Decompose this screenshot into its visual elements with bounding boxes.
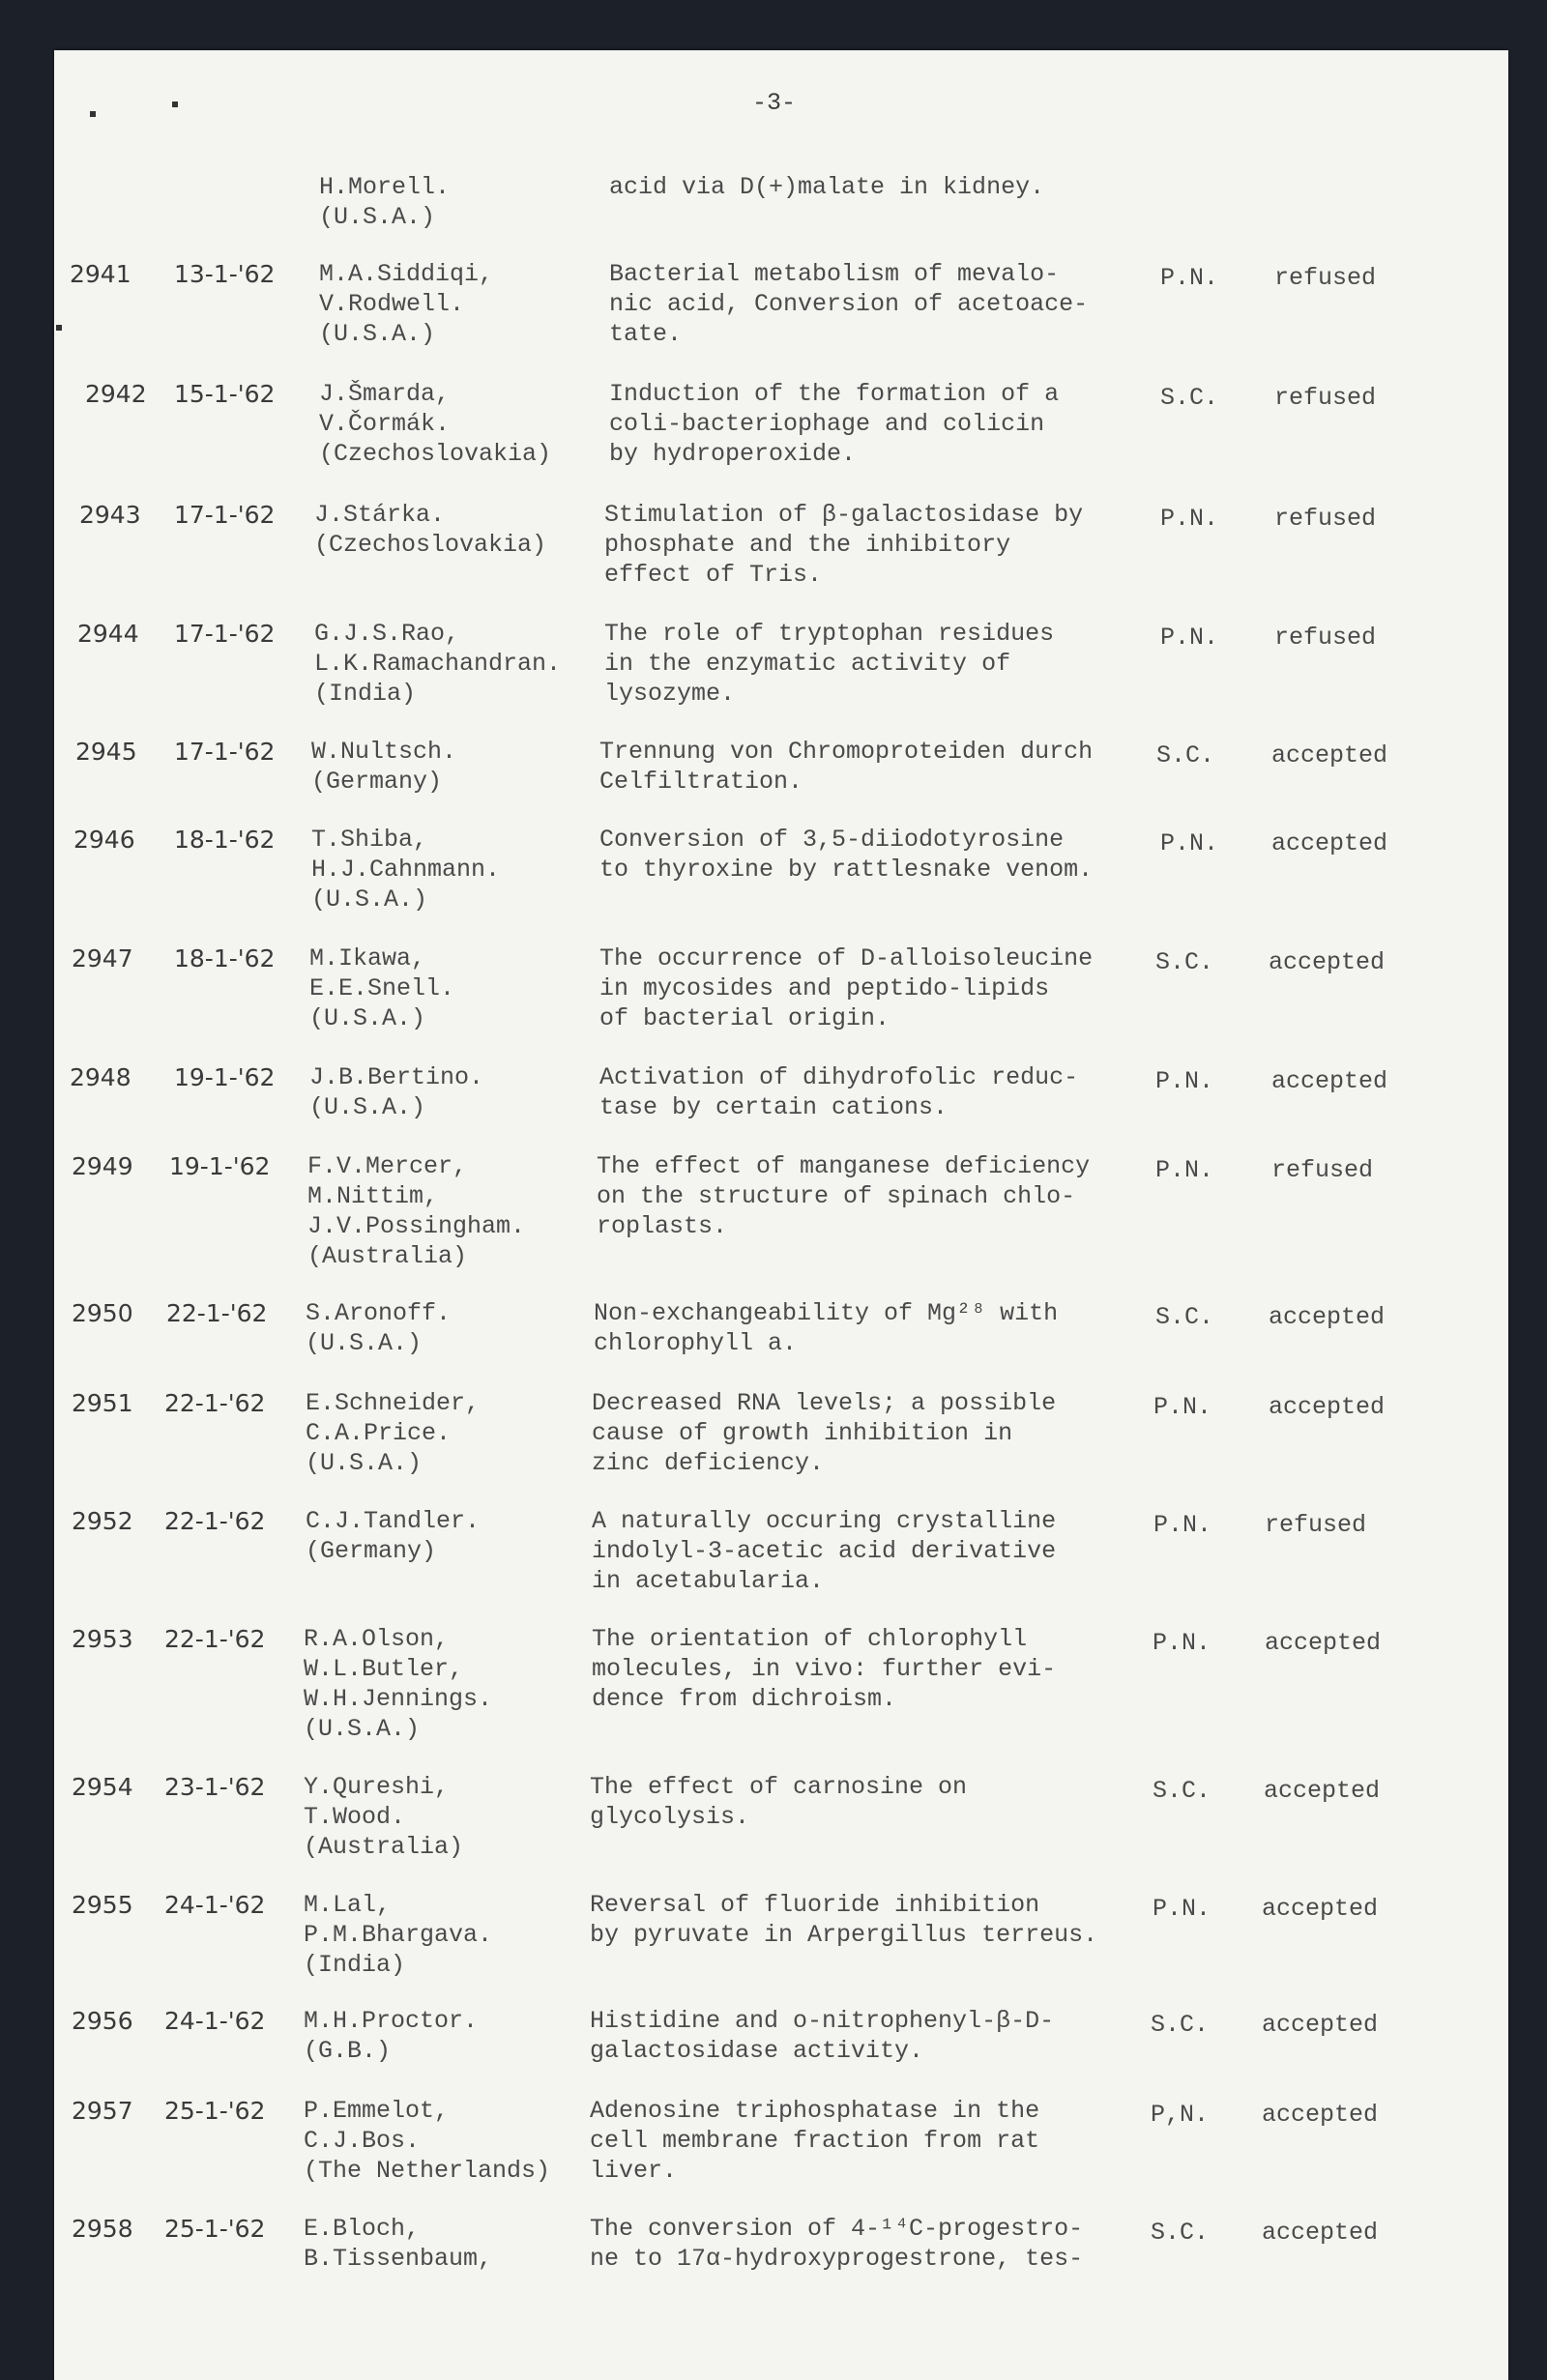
type: S.C. — [1153, 1777, 1211, 1805]
entry-number: 2949 — [72, 1152, 133, 1180]
page-number: -3- — [752, 89, 797, 117]
title: Histidine and o-nitrophenyl-β-D- galactosidase activity. — [590, 2007, 1055, 2065]
entry-number: 2942 — [85, 380, 147, 408]
status: accepted — [1262, 2219, 1379, 2247]
author: E.Bloch, B.Tissenbaum, — [304, 2215, 493, 2273]
author: R.A.Olson, W.L.Butler, W.H.Jennings. (U.S.A.) — [304, 1625, 493, 1743]
entry-number: 2951 — [72, 1389, 133, 1417]
entry-date: 18-1-'62 — [174, 826, 276, 854]
author: M.Lal, P.M.Bhargava. (India) — [304, 1891, 493, 1979]
title: The orientation of chlorophyll molecules, in vivo: further evi- dence from dichroism. — [592, 1625, 1057, 1713]
margin-mark — [90, 111, 96, 117]
margin-mark — [56, 325, 62, 331]
entry-date: 24-1-'62 — [164, 2007, 266, 2035]
entry-number: 2957 — [72, 2097, 133, 2125]
entry-date: 17-1-'62 — [174, 738, 276, 766]
title: Reversal of fluoride inhibition by pyruvate in Arpergillus terreus. — [590, 1891, 1098, 1949]
author: H.Morell. (U.S.A.) — [319, 173, 451, 231]
author: E.Schneider, C.A.Price. (U.S.A.) — [306, 1389, 481, 1477]
author: J.Stárka. (Czechoslovakia) — [314, 501, 547, 559]
type: S.C. — [1156, 741, 1215, 769]
author: G.J.S.Rao, L.K.Ramachandran. (India) — [314, 620, 562, 708]
entry-date: 24-1-'62 — [164, 1891, 266, 1919]
entry-number: 2944 — [77, 620, 139, 648]
status: accepted — [1269, 1393, 1386, 1421]
type: S.C. — [1155, 1303, 1214, 1331]
author: M.Ikawa, E.E.Snell. (U.S.A.) — [309, 944, 455, 1032]
status: refused — [1274, 264, 1377, 292]
entry-number: 2947 — [72, 944, 133, 972]
author: P.Emmelot, C.J.Bos. (The Netherlands) — [304, 2097, 551, 2185]
author: W.Nultsch. (Germany) — [311, 738, 457, 796]
status: accepted — [1262, 2011, 1379, 2039]
entry-number: 2948 — [70, 1063, 131, 1091]
type: P.N. — [1160, 264, 1219, 292]
type: S.C. — [1160, 384, 1219, 412]
title: The occurrence of D-alloisoleucine in mycosides and peptido-lipids of bacterial origin. — [599, 944, 1094, 1032]
title: Activation of dihydrofolic reduc- tase by certain cations. — [599, 1063, 1079, 1121]
entry-number: 2941 — [70, 260, 131, 288]
entry-date: 19-1-'62 — [174, 1063, 276, 1091]
entry-date: 25-1-'62 — [164, 2215, 266, 2243]
author: Y.Qureshi, T.Wood. (Australia) — [304, 1773, 464, 1861]
title: The role of tryptophan residues in the enzymatic activity of lysozyme. — [604, 620, 1055, 708]
type: P.N. — [1153, 1895, 1211, 1923]
title: Non-exchangeability of Mg²⁸ with chlorophyll a. — [594, 1299, 1059, 1357]
entry-number: 2956 — [72, 2007, 133, 2035]
title: A naturally occuring crystalline indolyl-3-acetic acid derivative in acetabularia. — [592, 1507, 1057, 1595]
type: P.N. — [1155, 1067, 1214, 1095]
entry-date: 25-1-'62 — [164, 2097, 266, 2125]
type: P.N. — [1160, 624, 1219, 652]
entry-number: 2954 — [72, 1773, 133, 1801]
author: S.Aronoff. (U.S.A.) — [306, 1299, 452, 1357]
entry-date: 22-1-'62 — [166, 1299, 268, 1327]
entry-date: 23-1-'62 — [164, 1773, 266, 1801]
title: Bacterial metabolism of mevalo- nic acid, Conversion of acetoace- tate. — [609, 260, 1089, 348]
status: accepted — [1265, 1629, 1382, 1657]
author: J.Šmarda, V.Čormák. (Czechoslovakia) — [319, 380, 552, 468]
author: J.B.Bertino. (U.S.A.) — [309, 1063, 484, 1121]
author: T.Shiba, H.J.Cahnmann. (U.S.A.) — [311, 826, 501, 914]
status: accepted — [1264, 1777, 1381, 1805]
entry-date: 18-1-'62 — [174, 944, 276, 972]
entry-date: 19-1-'62 — [169, 1152, 271, 1180]
author: C.J.Tandler. (Germany) — [306, 1507, 481, 1565]
entry-number: 2946 — [73, 826, 135, 854]
status: accepted — [1271, 741, 1388, 769]
entry-number: 2950 — [72, 1299, 133, 1327]
entry-number: 2953 — [72, 1625, 133, 1653]
entry-date: 22-1-'62 — [164, 1507, 266, 1535]
author: M.A.Siddiqi, V.Rodwell. (U.S.A.) — [319, 260, 494, 348]
status: refused — [1274, 505, 1377, 533]
title: Stimulation of β-galactosidase by phosphate and the inhibitory effect of Tris. — [604, 501, 1084, 589]
type: P.N. — [1160, 829, 1219, 857]
status: accepted — [1271, 1067, 1388, 1095]
entry-number: 2955 — [72, 1891, 133, 1919]
author: M.H.Proctor. (G.B.) — [304, 2007, 479, 2065]
type: P.N. — [1160, 505, 1219, 533]
status: refused — [1274, 624, 1377, 652]
title: The conversion of 4-¹⁴C-progestro- ne to 17α-hydroxyprogestrone, tes- — [590, 2215, 1084, 2273]
entry-date: 22-1-'62 — [164, 1625, 266, 1653]
status: accepted — [1271, 829, 1388, 857]
entry-date: 13-1-'62 — [174, 260, 276, 288]
status: accepted — [1262, 1895, 1379, 1923]
status: refused — [1271, 1156, 1374, 1184]
title: acid via D(+)malate in kidney. — [609, 173, 1045, 201]
type: P.N. — [1153, 1511, 1212, 1539]
type: S.C. — [1151, 2011, 1210, 2039]
type: P,N. — [1151, 2101, 1210, 2129]
entry-date: 22-1-'62 — [164, 1389, 266, 1417]
type: P.N. — [1153, 1629, 1211, 1657]
entry-number: 2945 — [75, 738, 137, 766]
entry-date: 17-1-'62 — [174, 620, 276, 648]
type: P.N. — [1153, 1393, 1212, 1421]
status: accepted — [1269, 948, 1386, 976]
status: refused — [1265, 1511, 1367, 1539]
entry-number: 2943 — [79, 501, 141, 529]
type: S.C. — [1151, 2219, 1210, 2247]
type: P.N. — [1155, 1156, 1214, 1184]
margin-mark — [172, 102, 178, 107]
status: accepted — [1262, 2101, 1379, 2129]
title: Induction of the formation of a coli-bacteriophage and colicin by hydroperoxide. — [609, 380, 1060, 468]
entry-number: 2958 — [72, 2215, 133, 2243]
entry-date: 17-1-'62 — [174, 501, 276, 529]
title: The effect of manganese deficiency on the structure of spinach chlo- roplasts. — [597, 1152, 1091, 1240]
title: Decreased RNA levels; a possible cause of growth inhibition in zinc deficiency. — [592, 1389, 1057, 1477]
type: S.C. — [1155, 948, 1214, 976]
title: Trennung von Chromoproteiden durch Celfiltration. — [599, 738, 1094, 796]
title: Adenosine triphosphatase in the cell membrane fraction from rat liver. — [590, 2097, 1040, 2185]
entry-number: 2952 — [72, 1507, 133, 1535]
title: The effect of carnosine on glycolysis. — [590, 1773, 968, 1831]
status: accepted — [1269, 1303, 1386, 1331]
status: refused — [1274, 384, 1377, 412]
entry-date: 15-1-'62 — [174, 380, 276, 408]
title: Conversion of 3,5-diiodotyrosine to thyroxine by rattlesnake venom. — [599, 826, 1094, 884]
author: F.V.Mercer, M.Nittim, J.V.Possingham. (Australia) — [307, 1152, 526, 1270]
